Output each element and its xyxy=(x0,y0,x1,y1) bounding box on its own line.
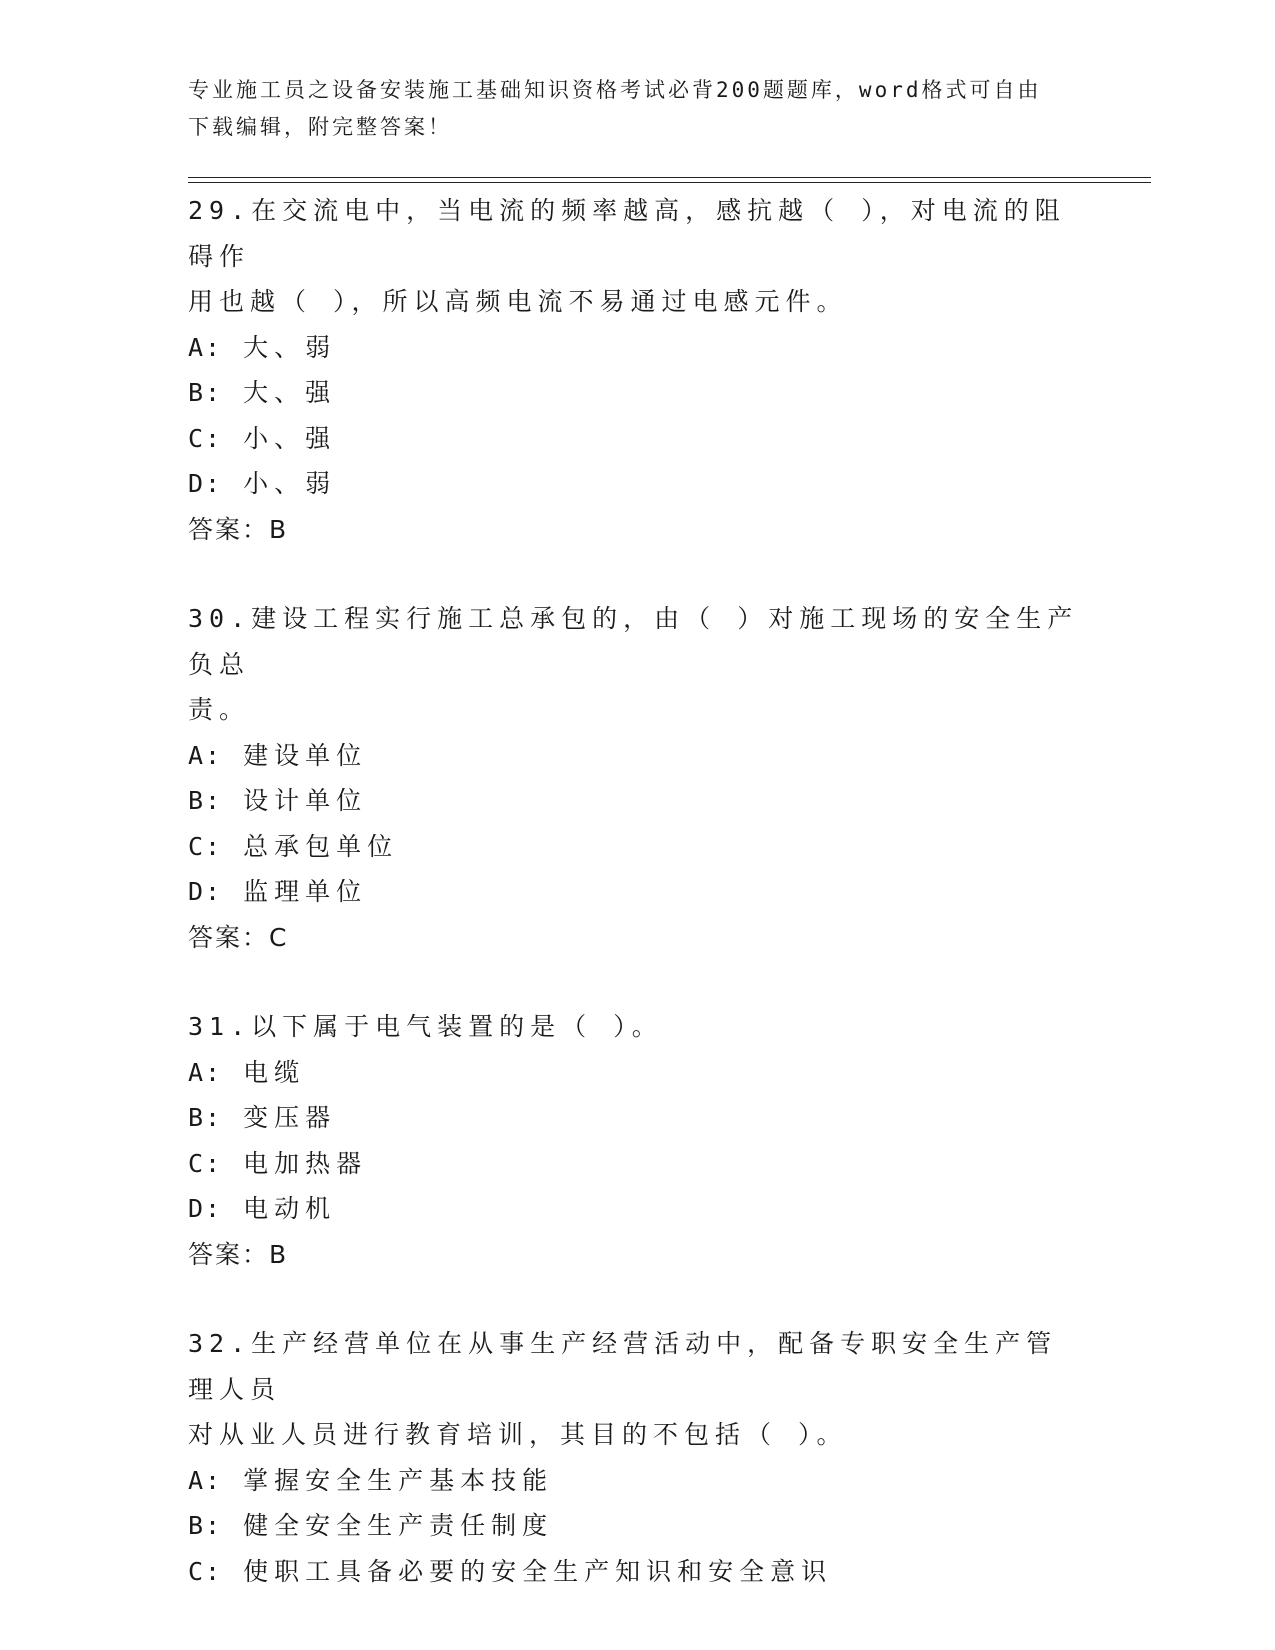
option-text: 小、弱 xyxy=(243,469,337,498)
option-text: 小、强 xyxy=(243,423,337,453)
answer-line: 答案：B xyxy=(188,1239,289,1269)
option-b xyxy=(188,1095,1088,1141)
option-text: 大、弱 xyxy=(243,332,337,362)
question-stem-line: 责。 xyxy=(188,695,251,724)
option-label: A: xyxy=(188,1057,223,1087)
option-label: B: xyxy=(188,1103,223,1132)
question-31 xyxy=(188,1004,1088,1277)
option-label: A: xyxy=(188,332,223,362)
option-text: 健全安全生产责任制度 xyxy=(243,1511,554,1540)
answer-line: 答案：C xyxy=(188,922,289,952)
option-label: B: xyxy=(188,378,223,407)
option-c xyxy=(188,1549,1088,1595)
option-label: B: xyxy=(188,1511,223,1540)
option-b xyxy=(188,1503,1088,1549)
question-stem-line: 29.在交流电中，当电流的频率越高，感抗越（ ），对电流的阻碍作 xyxy=(188,196,1066,271)
option-label: D: xyxy=(188,877,223,906)
option-b xyxy=(188,370,1088,416)
option-c xyxy=(188,416,1088,462)
header-line-1: 专业施工员之设备安装施工基础知识资格考试必背200题题库，word格式可自由 xyxy=(188,78,1042,102)
question-stem-line: 用也越（ ），所以高频电流不易通过电感元件。 xyxy=(188,287,848,316)
question-stem-line: 对从业人员进行教育培训，其目的不包括（ ）。 xyxy=(188,1420,848,1449)
option-label: D: xyxy=(188,1194,223,1223)
option-label: D: xyxy=(188,469,223,498)
question-32 xyxy=(188,1321,1088,1594)
header-line-2: 下载编辑，附完整答案！ xyxy=(188,115,452,139)
question-list xyxy=(188,188,1088,1594)
option-text: 监理单位 xyxy=(243,877,368,906)
option-a xyxy=(188,733,1088,779)
option-label: C: xyxy=(188,831,223,861)
option-c xyxy=(188,1141,1088,1187)
option-a xyxy=(188,1458,1088,1504)
option-c xyxy=(188,824,1088,870)
answer-line: 答案：B xyxy=(188,514,289,544)
document-header xyxy=(188,72,1088,146)
option-text: 建设单位 xyxy=(243,740,368,770)
header-divider-top xyxy=(188,177,1151,178)
option-text: 设计单位 xyxy=(243,786,368,815)
option-text: 变压器 xyxy=(243,1103,337,1132)
option-text: 总承包单位 xyxy=(243,831,399,861)
option-d xyxy=(188,461,1088,507)
option-text: 使职工具备必要的安全生产知识和安全意识 xyxy=(243,1556,833,1586)
option-text: 电缆 xyxy=(243,1057,306,1087)
option-text: 电加热器 xyxy=(243,1148,368,1178)
option-label: B: xyxy=(188,786,223,815)
option-label: A: xyxy=(188,1465,223,1495)
option-d xyxy=(188,869,1088,915)
question-stem-line: 31.以下属于电气装置的是（ ）。 xyxy=(188,1012,663,1041)
option-b xyxy=(188,778,1088,824)
question-stem-line: 32.生产经营单位在从事生产经营活动中，配备专职安全生产管理人员 xyxy=(188,1329,1058,1404)
option-text: 掌握安全生产基本技能 xyxy=(243,1465,554,1495)
option-text: 电动机 xyxy=(243,1194,337,1223)
option-a xyxy=(188,325,1088,371)
option-label: C: xyxy=(188,1148,223,1178)
question-29 xyxy=(188,188,1088,552)
header-divider-bottom xyxy=(188,182,1151,183)
option-label: A: xyxy=(188,740,223,770)
option-a xyxy=(188,1050,1088,1096)
option-d xyxy=(188,1186,1088,1232)
option-label: C: xyxy=(188,423,223,453)
question-stem-line: 30.建设工程实行施工总承包的，由（ ）对施工现场的安全生产负总 xyxy=(188,604,1079,679)
option-text: 大、强 xyxy=(243,378,337,407)
question-30 xyxy=(188,596,1088,960)
option-label: C: xyxy=(188,1556,223,1586)
